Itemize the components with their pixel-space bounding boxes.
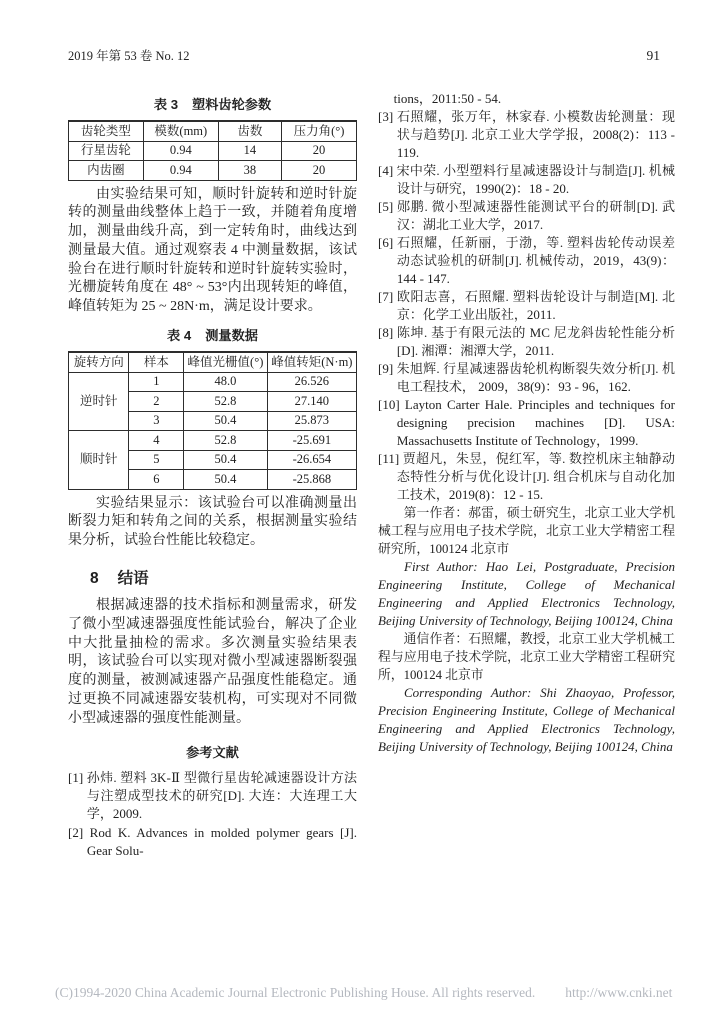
table3-cell: 38 xyxy=(218,161,281,181)
table4-cell: -26.654 xyxy=(267,450,356,470)
page-header xyxy=(68,46,660,64)
table4-cell: -25.868 xyxy=(267,470,356,490)
table4-header-cell: 峰值转矩(N·m) xyxy=(267,352,356,372)
table4-cell: 52.8 xyxy=(184,392,268,412)
reference-2-continuation: tions，2011:50 - 54. xyxy=(393,91,502,106)
table4-cell: 5 xyxy=(129,450,184,470)
table4-header-cell: 样本 xyxy=(129,352,184,372)
table4-cell: 52.8 xyxy=(184,431,268,451)
reference-item-2: [2] Rod K. Advances in molded polymer gears [J]. Gear Solu- xyxy=(68,824,357,859)
table4-cell: 2 xyxy=(129,392,184,412)
cnki-url: http://www.cnki.net xyxy=(565,985,673,1000)
section-title: 结语 xyxy=(117,569,149,587)
table4-caption xyxy=(68,325,357,344)
table4-cell: 50.4 xyxy=(184,450,268,470)
reference-item-8: [8] 陈坤. 基于有限元法的 MC 尼龙斜齿轮性能分析[D]. 湘潭：湘潭大学，2011. xyxy=(378,325,675,358)
journal-volume-line: 2019 年第 53 卷 No. 12 xyxy=(68,49,190,63)
table3-header-cell: 齿轮类型 xyxy=(69,121,144,141)
page-number: 91 xyxy=(646,48,660,63)
corresponding-author-cn: 通信作者：石照耀，教授，北京工业大学机械工程与应用电子技术学院，北京工业大学精密工程研究所，100124 北京市 xyxy=(378,632,675,682)
reference-item-7: [7] 欧阳志喜，石照耀. 塑料齿轮设计与制造[M]. 北京：化学工业出版社，2011. xyxy=(378,289,675,322)
table3-cell: 20 xyxy=(282,161,357,181)
body-paragraph-conclusion: 根据减速器的技术指标和测量需求，研发了微小型减速器强度性能试验台，解决了企业中大批量抽检的需求。多次测量实验结果表明，该试验台可以实现对微小型减速器断裂强度的测量，被测减速器产品强度性能稳定。通过更换不同减速器安装机构，可实现对不同微小型减速器的强度性能测量。 xyxy=(68,597,357,726)
body-paragraph-results: 由实验结果可知，顺时针旋转和逆时针旋转的测量曲线整体上趋于一致，并随着角度增加，测量曲线升高，到一定转角时，曲线达到测量最大值。通过观察表 4 中测量数据，该试验台在进行顺时针旋转和逆时针旋转实验时，光栅旋转角度在 48° ~ 53°内出现转矩的峰值，峰值转矩为 25 ~ 28N·m，满足设计要求。 xyxy=(68,186,357,315)
table4-cell: 26.526 xyxy=(267,372,356,392)
table-row xyxy=(69,161,357,181)
reference-item-11: [11] 贾超凡，朱昱，倪红军，等. 数控机床主轴静动态特性分析与优化设计[J]. 组合机床与自动化加工技术，2019(8)：12 - 15. xyxy=(378,451,675,502)
table4-direction-cell: 逆时针 xyxy=(69,372,129,431)
table3-caption-label: 表 3 xyxy=(153,97,179,112)
left-column xyxy=(68,90,357,861)
table4-caption-title: 测量数据 xyxy=(205,328,258,344)
table3-caption-title: 塑料齿轮参数 xyxy=(192,97,272,112)
reference-item-5: [5] 郧鹏. 微小型减速器性能测试平台的研制[D]. 武汉：湖北工业大学，2017. xyxy=(378,199,675,232)
table3-header-cell: 模数(mm) xyxy=(143,121,218,141)
reference-item-3: [3] 石照耀，张万年，林家春. 小模数齿轮测量：现状与趋势[J]. 北京工业大学学报，2008(2)：113 - 119. xyxy=(378,109,675,160)
corresponding-author-en: Corresponding Author: Shi Zhaoyao, Professor, Precision Engineering Institute, College of Mechanical Engineering and Applied Electronics Technology, Beijing University of Technology, Beijing 100124, China xyxy=(378,685,675,754)
reference-item-1: [1] 孙炜. 塑料 3K-Ⅱ 型微行星齿轮减速器设计方法与注塑成型技术的研究[D]. 大连：大连理工大学，2009. xyxy=(68,769,357,822)
table4-cell: 1 xyxy=(129,372,184,392)
table-row xyxy=(69,141,357,161)
table4-cell: -25.691 xyxy=(267,431,356,451)
table4-cell: 3 xyxy=(129,411,184,431)
table-row xyxy=(69,431,357,451)
table3-cell: 0.94 xyxy=(143,161,218,181)
copyright-text: (C)1994-2020 China Academic Journal Electronic Publishing House. All rights reserved. xyxy=(55,985,536,1000)
table-row xyxy=(69,372,357,392)
table3-caption xyxy=(68,94,357,113)
table3-cell: 行星齿轮 xyxy=(69,141,144,161)
table3-cell: 20 xyxy=(282,141,357,161)
reference-item-10: [10] Layton Carter Hale. Principles and techniques for designing precision machines [D]. USA: Massachusetts Institute of Technology，1999. xyxy=(378,397,675,448)
table3-cell: 内齿圈 xyxy=(69,161,144,181)
table4-header-row xyxy=(69,352,357,372)
section-number: 8 xyxy=(90,569,99,587)
first-author-cn: 第一作者：郝雷，硕士研究生，北京工业大学机械工程与应用电子技术学院，北京工业大学精密工程研究所，100124 北京市 xyxy=(378,506,675,556)
first-author-en: First Author: Hao Lei, Postgraduate, Precision Engineering Institute, College of Mechanical Engineering and Applied Electronics Technology, Beijing University of Technology, Beijing 100124, China xyxy=(378,559,675,628)
reference-item-9: [9] 朱旭辉. 行星减速器齿轮机构断裂失效分析[J]. 机电工程技术， 2009，38(9)：93 - 96，162. xyxy=(378,361,675,394)
section-8-heading xyxy=(68,566,357,588)
table3-cell: 0.94 xyxy=(143,141,218,161)
table4-header-cell: 旋转方向 xyxy=(69,352,129,372)
table3-header-row xyxy=(69,121,357,141)
table4-cell: 27.140 xyxy=(267,392,356,412)
table4-cell: 25.873 xyxy=(267,411,356,431)
table4-cell: 4 xyxy=(129,431,184,451)
table4-header-cell: 峰值光栅值(°) xyxy=(184,352,268,372)
reference-item-6: [6] 石照耀，任新丽，于渤，等. 塑料齿轮传动误差动态试验机的研制[J]. 机械传动，2019，43(9)：144 - 147. xyxy=(378,235,675,286)
table4-cell: 6 xyxy=(129,470,184,490)
body-paragraph-stability: 实验结果显示：该试验台可以准确测量出断裂力矩和转角之间的关系，根据测量实验结果分析，试验台性能比较稳定。 xyxy=(68,495,357,549)
table4-cell: 50.4 xyxy=(184,411,268,431)
table3-cell: 14 xyxy=(218,141,281,161)
table4-cell: 50.4 xyxy=(184,470,268,490)
references-heading: 参考文献 xyxy=(186,744,239,760)
table4-direction-cell: 顺时针 xyxy=(69,431,129,490)
table4-cell: 48.0 xyxy=(184,372,268,392)
copyright-footer xyxy=(55,985,672,1001)
table4-caption-label: 表 4 xyxy=(167,328,192,344)
reference-item-4: [4] 宋中荣. 小型塑料行星减速器设计与制造[J]. 机械设计与研究，1990(2)：18 - 20. xyxy=(378,163,675,196)
table3-gear-parameters xyxy=(68,120,357,181)
table3-header-cell: 压力角(°) xyxy=(282,121,357,141)
table4-measurement-data xyxy=(68,351,357,490)
table3-header-cell: 齿数 xyxy=(218,121,281,141)
right-column xyxy=(378,90,675,756)
